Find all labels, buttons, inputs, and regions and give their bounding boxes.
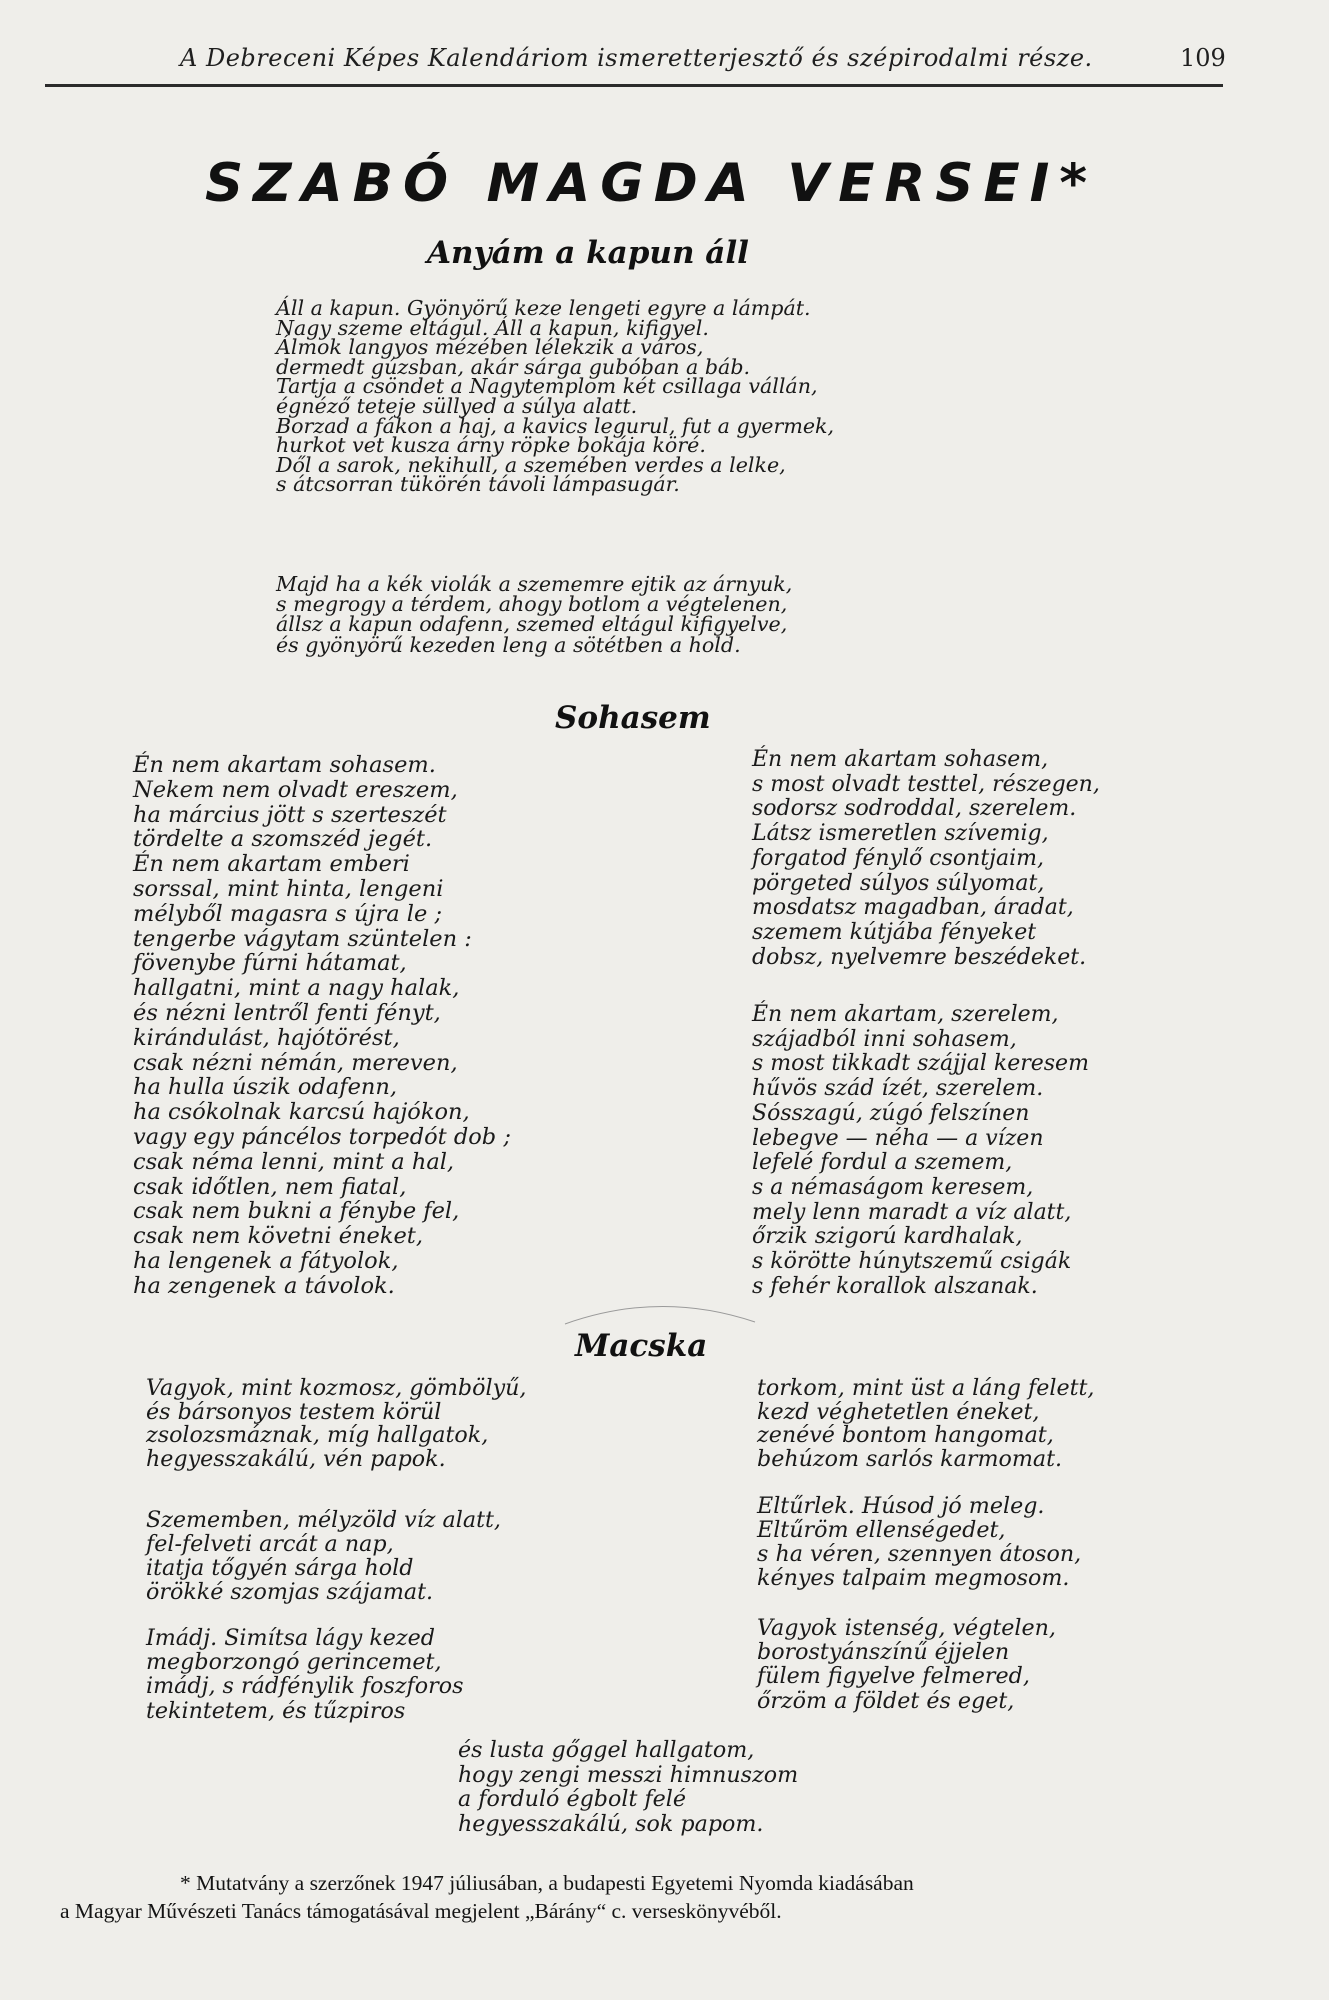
verse-line: fülem figyelve felmered, [757, 1663, 1030, 1690]
poem-title-macska: Macska [575, 1328, 708, 1364]
verse-line: Majd ha a kék violák a szememre ejtik az árnyuk, [276, 572, 793, 596]
verse-line: Én nem akartam sohasem. [133, 752, 436, 778]
verse-line: Sósszagú, zúgó felszínen [752, 1100, 1030, 1126]
verse-line: tördelte a szomszéd jegét. [133, 826, 433, 853]
macska-right-stanza-3 [757, 1616, 1056, 1713]
verse-line: hurkot vet kusza árny röpke bokája köré. [276, 433, 706, 458]
verse-line: és gyönyörű kezeden leng a sötétben a hold. [276, 632, 741, 657]
verse-line: lefelé fordul a szemem, [752, 1150, 1013, 1176]
verse-line: szájadból inni sohasem, [752, 1026, 1017, 1052]
verse-line: sodorsz sodroddal, szerelem. [752, 796, 1077, 822]
verse-line: ha március jött s szerteszét [133, 801, 447, 828]
verse-line: zsolozsmáznak, míg hallgatok, [146, 1422, 489, 1449]
verse-line: hogy zengi messzi himnuszom [458, 1761, 799, 1788]
verse-line: s fehér korallok alszanak. [752, 1273, 1038, 1299]
macska-left-stanza-2 [146, 1508, 501, 1604]
verse-line: a forduló égbolt felé [458, 1786, 686, 1812]
verse-line: ha csókolnak karcsú hajókon, [133, 1099, 470, 1126]
verse-line: zenévé bontom hangomat, [757, 1422, 1054, 1449]
verse-line: lebegve — néha — a vízen [752, 1125, 1044, 1151]
verse-line: Imádj. Simítsa lágy kezed [146, 1625, 435, 1651]
verse-line: Én nem akartam, szerelem, [752, 1002, 1059, 1027]
verse-line: hegyesszakálú, sok papom. [458, 1810, 764, 1837]
anyam-stanza-1 [276, 296, 835, 497]
page-number: 109 [1180, 44, 1226, 72]
verse-line: forgatod fénylő csontjaim, [752, 845, 1044, 871]
verse-line: fel-felveti arcát a nap, [146, 1531, 394, 1557]
poem-title-anyam: Anyám a kapun áll [427, 235, 749, 271]
macska-left-stanza-3 [146, 1626, 463, 1723]
verse-line: ha hulla úszik odafenn, [133, 1074, 398, 1101]
verse-line: Borzad a fákon a haj, a kavics legurul, fut a gyermek, [276, 413, 835, 438]
running-header: A Debreceni Képes Kalendáriom ismeretterjesztő és szépirodalmi része. [180, 44, 1093, 72]
verse-line: s megrogy a térdem, ahogy botlom a végtelenen, [276, 592, 788, 617]
verse-line: ha lengenek a fátyolok, [133, 1247, 399, 1274]
verse-line: csak időtlen, nem fiatal, [133, 1173, 407, 1200]
macska-right-stanza-2 [757, 1494, 1081, 1590]
verse-line: Vagyok, mint kozmosz, gömbölyű, [146, 1375, 527, 1401]
verse-line: állsz a kapun odafenn, szemed eltágul kifigyelve, [276, 612, 788, 637]
verse-line: s ha véren, szennyen átoson, [757, 1541, 1082, 1567]
sohasem-left-column [133, 753, 511, 1299]
verse-line: kirándulást, hajótörést, [133, 1024, 400, 1051]
verse-line: tekintetem, és tűzpiros [146, 1697, 406, 1724]
verse-line: és nézni lentről fenti fényt, [133, 999, 441, 1026]
verse-line: s a némaságom keresem, [752, 1174, 1034, 1200]
poem-title-sohasem: Sohasem [555, 700, 711, 736]
verse-line: Vagyok istenség, végtelen, [757, 1615, 1056, 1641]
verse-line: Dől a sarok, nekihull, a szemében verdes a lelke, [276, 452, 786, 477]
header-rule [45, 84, 1223, 87]
verse-line: Én nem akartam sohasem, [752, 747, 1049, 772]
verse-line: szemem kútjába fényeket [752, 919, 1037, 945]
verse-line: s körötte húnytszemű csigák [752, 1249, 1072, 1275]
verse-line: dobsz, nyelvemre beszédeket. [752, 944, 1087, 970]
verse-line: Én nem akartam emberi [133, 851, 410, 878]
verse-line: őrzik szigorú kardhalak, [752, 1224, 1023, 1250]
macska-right-stanza-1 [757, 1377, 1094, 1472]
verse-line: Álmok langyos mézében lélekzik a város, [276, 335, 704, 360]
verse-line: és lusta gőggel hallgatom, [458, 1737, 755, 1763]
verse-line: ha zengenek a távolok. [133, 1272, 395, 1299]
verse-line: csak nem követni éneket, [133, 1223, 423, 1250]
anyam-stanza-2 [276, 574, 792, 655]
verse-line: s most tikkadt szájjal keresem [752, 1051, 1089, 1077]
verse-line: őrzöm a földet és eget, [757, 1687, 1015, 1714]
verse-line: hegyesszakálú, vén papok. [146, 1446, 446, 1473]
verse-line: csak néma lenni, mint a hal, [133, 1148, 455, 1175]
verse-line: Nagy szeme eltágul. Áll a kapun, kifigyel. [276, 315, 709, 340]
verse-line: sorssal, mint hinta, lengeni [133, 875, 444, 902]
verse-line: örökké szomjas szájamat. [146, 1579, 434, 1605]
verse-line: megborzongó gerincemet, [146, 1649, 442, 1676]
sohasem-right-stanza-2 [752, 1003, 1089, 1299]
verse-line: fövenybe fúrni hátamat, [133, 950, 407, 977]
verse-line: itatja tőgyén sárga hold [146, 1555, 414, 1581]
verse-line: s átcsorran tükörén távoli lámpasugár. [276, 472, 680, 497]
verse-line: kezd véghetetlen éneket, [757, 1398, 1040, 1425]
footnote-line: * Mutatvány a szerzőnek 1947 júliusában, a budapesti Egyetemi Nyomda kiadásában [180, 1871, 914, 1895]
verse-line: imádj, s rádfénylik foszforos [146, 1673, 464, 1700]
verse-line: hallgatni, mint a nagy halak, [133, 975, 460, 1002]
macska-center-stanza [458, 1738, 798, 1836]
verse-line: mélyből magasra s újra le ; [133, 900, 443, 927]
decorative-arc [560, 1296, 760, 1326]
footnote-line: a Magyar Művészeti Tanács támogatásával megjelent „Bárány“ c. verseskönyvéből. [60, 1899, 782, 1923]
verse-line: torkom, mint üst a láng felett, [757, 1375, 1095, 1401]
verse-line: csak nézni némán, mereven, [133, 1049, 458, 1076]
macska-left-stanza-1 [146, 1377, 526, 1472]
verse-line: tengerbe vágytam szüntelen : [133, 925, 472, 952]
verse-line: mely lenn maradt a víz alatt, [752, 1199, 1072, 1225]
verse-line: vagy egy páncélos torpedót dob ; [133, 1123, 511, 1150]
verse-line: csak nem bukni a fénybe fel, [133, 1198, 460, 1225]
verse-line: mosdatsz magadban, áradat, [752, 895, 1074, 921]
verse-line: Áll a kapun. Gyönyörű keze lengeti egyre a lámpát. [276, 296, 811, 320]
verse-line: Eltűröm ellenségedet, [757, 1517, 1006, 1543]
verse-line: és bársonyos testem körül [146, 1398, 442, 1425]
verse-line: Látsz ismeretlen szívemig, [752, 821, 1049, 847]
verse-line: Eltűrlek. Húsod jó meleg. [757, 1493, 1045, 1519]
verse-line: hűvös szád ízét, szerelem. [752, 1076, 1044, 1102]
verse-line: Szememben, mélyzöld víz alatt, [146, 1507, 501, 1533]
verse-line: Nekem nem olvadt ereszem, [133, 776, 458, 803]
verse-line: égnéző teteje süllyed a súlya alatt. [276, 393, 638, 418]
verse-line: borostyánszínű éjjelen [757, 1639, 1010, 1666]
verse-line: s most olvadt testtel, részegen, [752, 771, 1100, 797]
verse-line: behúzom sarlós karmomat. [757, 1446, 1063, 1473]
main-title: SZABÓ MAGDA VERSEI* [205, 153, 1098, 214]
verse-line: pörgeted súlyos súlyomat, [752, 870, 1045, 896]
verse-line: dermedt gúzsban, akár sárga gubóban a báb. [276, 354, 751, 379]
verse-line: kényes talpaim megmosom. [757, 1565, 1070, 1591]
footnote [60, 1869, 1260, 1925]
verse-line: Tartja a csöndet a Nagytemplom két csillaga vállán, [276, 374, 818, 399]
sohasem-right-stanza-1 [752, 748, 1100, 970]
